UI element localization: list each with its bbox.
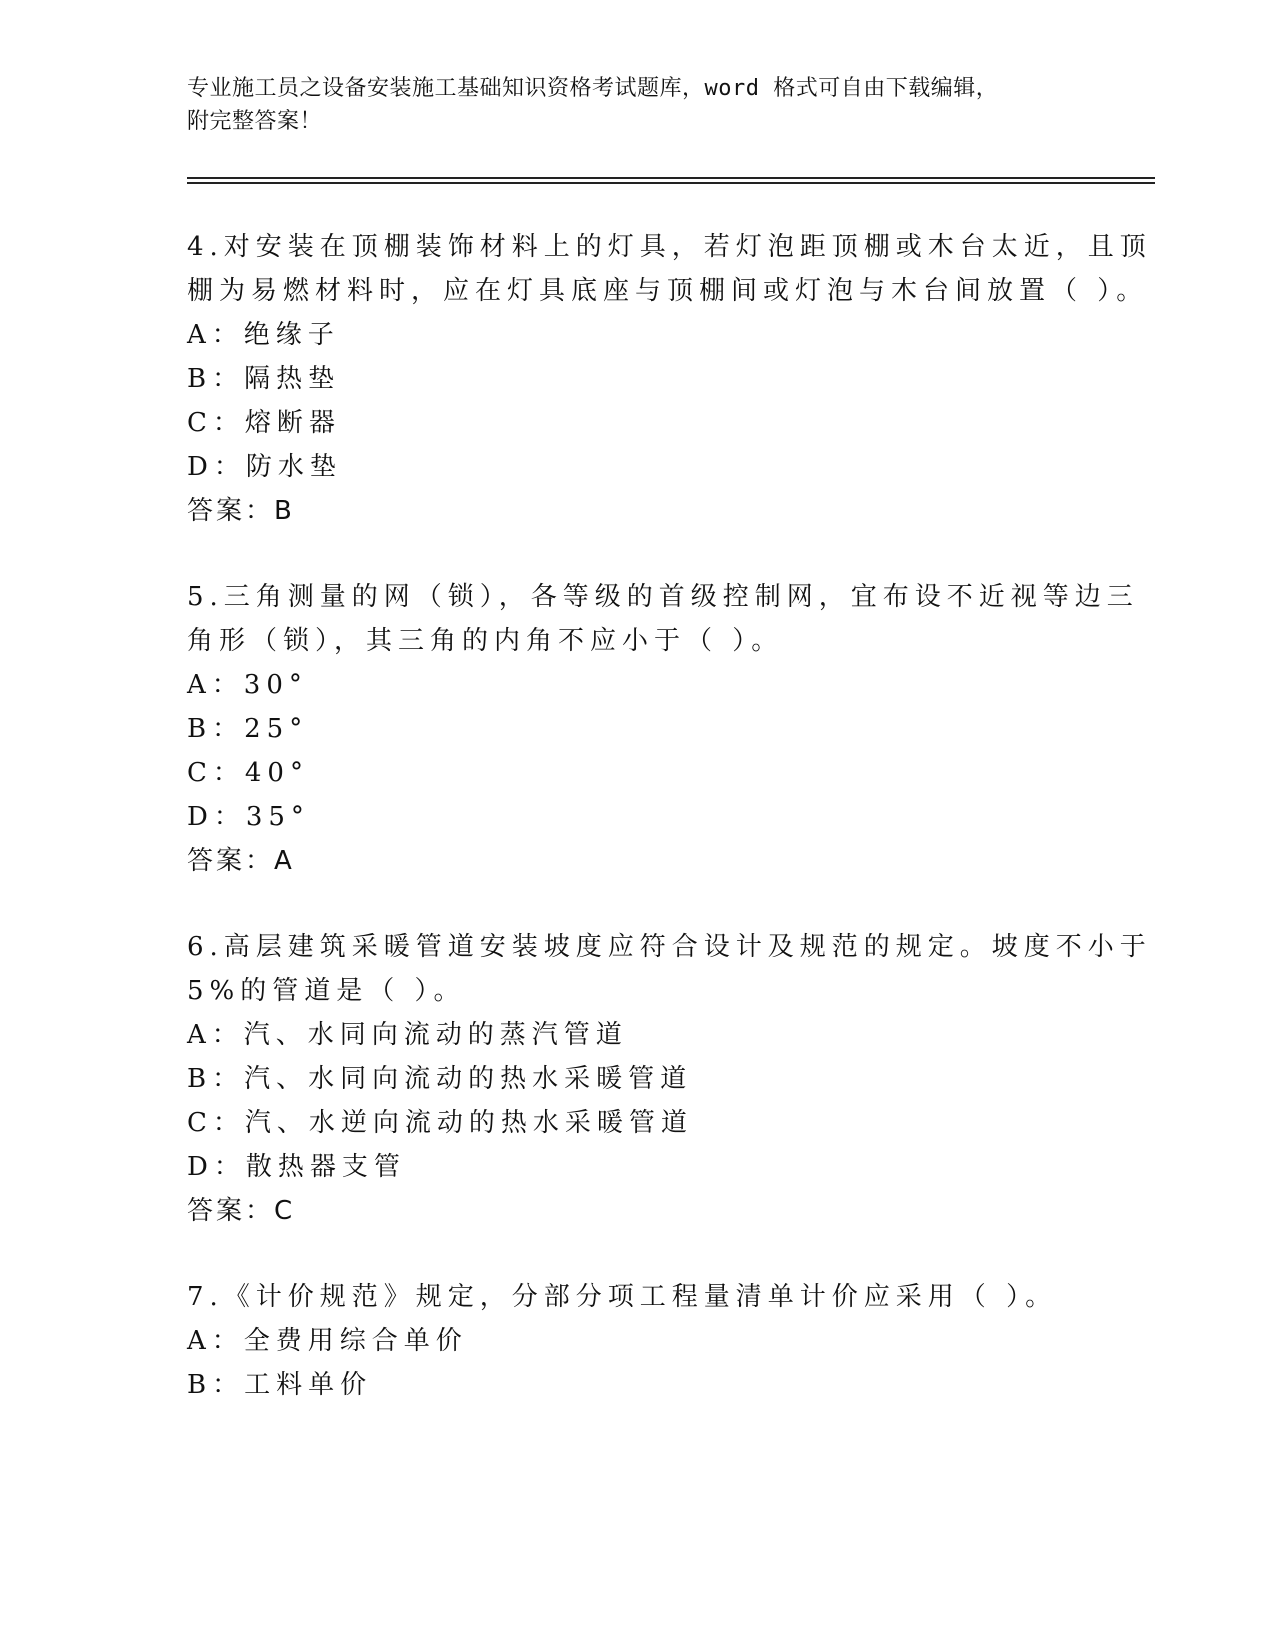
question-6-line-2: 5%的管道是（ ）。: [187, 976, 466, 1006]
question-6-line-1: 6.高层建筑采暖管道安装坡度应符合设计及规范的规定。坡度不小于: [187, 932, 1152, 962]
question-5-option-d: D：35°: [187, 802, 310, 832]
question-6-answer: 答案：C: [187, 1196, 296, 1226]
question-4-option-c: C：熔断器: [187, 408, 341, 438]
question-7-line-1: 7.《计价规范》规定，分部分项工程量清单计价应采用（ ）。: [187, 1282, 1058, 1312]
question-4-option-d: D：防水垫: [187, 452, 342, 482]
header-line-2: 附完整答案！: [187, 109, 323, 134]
question-4-answer: 答案：B: [187, 496, 295, 526]
question-4-line-1: 4.对安装在顶棚装饰材料上的灯具，若灯泡距顶棚或木台太近，且顶: [187, 232, 1152, 262]
question-4-line-2: 棚为易燃材料时，应在灯具底座与顶棚间或灯泡与木台间放置（ ）。: [187, 276, 1149, 306]
question-7-option-b: B：工料单价: [187, 1370, 373, 1400]
question-6-option-d: D：散热器支管: [187, 1152, 406, 1182]
document-header: [187, 72, 1087, 138]
question-5-option-a: A：30°: [187, 670, 308, 700]
question-5-answer: 答案：A: [187, 846, 295, 876]
question-6-option-b: B：汽、水同向流动的热水采暖管道: [187, 1064, 693, 1094]
header-divider-top: [187, 177, 1155, 179]
question-6-option-a: A：汽、水同向流动的蒸汽管道: [187, 1020, 628, 1050]
header-line-1: 专业施工员之设备安装施工基础知识资格考试题库，word 格式可自由下载编辑，: [187, 76, 999, 101]
question-5-line-2: 角形（锁），其三角的内角不应小于（ ）。: [187, 626, 784, 656]
question-4-option-b: B：隔热垫: [187, 364, 341, 394]
question-6-option-c: C：汽、水逆向流动的热水采暖管道: [187, 1108, 693, 1138]
question-7-option-a: A：全费用综合单价: [187, 1326, 468, 1356]
question-5-option-c: C：40°: [187, 758, 309, 788]
question-5-line-1: 5.三角测量的网（锁），各等级的首级控制网，宜布设不近视等边三: [187, 582, 1139, 612]
question-4-option-a: A：绝缘子: [187, 320, 340, 350]
header-divider-bottom: [187, 182, 1155, 184]
question-5-option-b: B：25°: [187, 714, 309, 744]
